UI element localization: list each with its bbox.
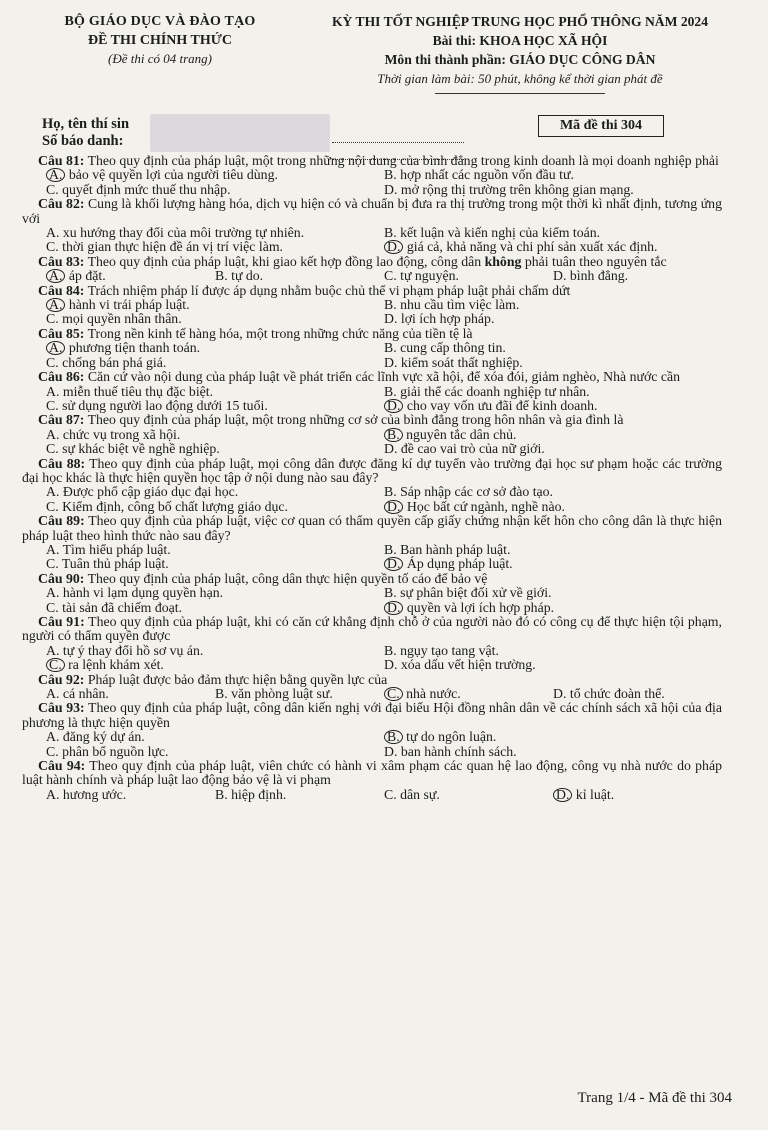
option-letter: C. xyxy=(46,599,59,615)
option-letter: A. xyxy=(46,686,60,702)
option-letter: A. xyxy=(46,269,65,283)
answer-option xyxy=(384,687,553,701)
option-text: hiệp định. xyxy=(231,786,287,802)
option-letter: D. xyxy=(553,686,567,702)
option-letter: B. xyxy=(384,585,397,601)
answer-option xyxy=(46,442,384,456)
option-letter: B. xyxy=(384,225,397,241)
option-text: nhu cầu tìm việc làm. xyxy=(400,297,520,313)
question xyxy=(22,327,722,370)
answer-option xyxy=(46,644,384,658)
answer-option xyxy=(46,586,384,600)
option-letter: A. xyxy=(46,484,60,500)
option-text: ban hành chính sách. xyxy=(400,743,517,759)
option-letter: D. xyxy=(384,181,398,197)
question-stem xyxy=(22,197,722,226)
answer-option xyxy=(384,586,722,600)
question xyxy=(22,615,722,673)
option-text: kiểm soát thất nghiệp. xyxy=(400,354,523,370)
question xyxy=(22,197,722,255)
option-letter: C. xyxy=(46,498,59,514)
option-letter: D. xyxy=(384,311,398,327)
question xyxy=(22,759,722,802)
option-text: hợp nhất các nguồn vốn đầu tư. xyxy=(400,167,574,183)
option-letter: B. xyxy=(384,383,397,399)
answer-option xyxy=(384,269,553,283)
exam-code-box: Mã đề thi 304 xyxy=(538,115,664,137)
question-number: Câu 94: xyxy=(38,758,86,774)
option-text: Học bất cứ ngành, nghề nào. xyxy=(406,498,565,514)
option-letter: B. xyxy=(384,340,397,356)
question-number: Câu 84: xyxy=(38,282,85,298)
answer-option xyxy=(46,385,384,399)
option-list xyxy=(22,298,722,327)
question-emphasis: không xyxy=(484,253,522,269)
option-text: áp đặt. xyxy=(68,268,106,284)
option-list xyxy=(22,687,722,701)
answer-option xyxy=(384,788,553,802)
question-text: phải tuân theo nguyên tắc xyxy=(521,253,667,269)
option-text: quyết định mức thuế thu nhập. xyxy=(62,181,231,197)
option-letter: A. xyxy=(46,729,60,745)
answer-option xyxy=(384,399,722,413)
option-letter: C. xyxy=(46,743,59,759)
question xyxy=(22,701,722,759)
exam-component: Môn thi thành phần: GIÁO DỤC CÔNG DÂN xyxy=(384,52,656,67)
question-number: Câu 83: xyxy=(38,253,85,269)
answer-option xyxy=(384,644,722,658)
option-letter: B. xyxy=(215,786,228,802)
option-text: dân sự. xyxy=(400,786,440,802)
option-letter: C. xyxy=(46,239,59,255)
answer-option xyxy=(384,485,722,499)
answer-option xyxy=(384,168,722,182)
question-stem xyxy=(22,572,722,586)
question-stem xyxy=(22,514,722,543)
option-text: kỉ luật. xyxy=(575,786,615,802)
question-text: Cung là khối lượng hàng hóa, dịch vụ hiện có và chuẩn bị đưa ra thị trường trong một thời kì nhất định, tương ứng với xyxy=(22,196,722,226)
header-left xyxy=(40,14,280,67)
option-list xyxy=(22,644,722,673)
question-number: Câu 92: xyxy=(38,671,85,687)
answer-option xyxy=(46,341,384,355)
answer-option xyxy=(215,687,384,701)
question-text: Trong nền kinh tế hàng hóa, một trong những chức năng của tiền tệ là xyxy=(87,325,473,341)
option-text: Kiểm định, công bố chất lượng giáo dục. xyxy=(62,498,289,514)
answer-option xyxy=(46,312,384,326)
question-list xyxy=(22,154,722,802)
option-letter: B. xyxy=(384,730,403,744)
question-text: Theo quy định của pháp luật, một trong những nội dung của bình đẳng trong kinh doanh là mọi doanh nghiệp phải xyxy=(87,153,719,168)
answer-option xyxy=(384,500,722,514)
option-text: kết luận và kiến nghị của kiểm toán. xyxy=(400,225,601,241)
option-letter: B. xyxy=(384,297,397,313)
question-stem xyxy=(22,413,722,427)
option-list xyxy=(22,168,722,197)
answer-option xyxy=(46,745,384,759)
option-text: hành vi trái pháp luật. xyxy=(68,297,190,313)
question-text: Theo quy định của pháp luật, việc cơ quan có thẩm quyền cấp giấy chứng nhận kết hôn cho công dân là thực hiện pháp luật theo hình thức nào sau đây? xyxy=(22,513,722,543)
question-number: Câu 85: xyxy=(38,325,85,341)
answer-option xyxy=(384,298,722,312)
question-number: Câu 86: xyxy=(38,369,85,385)
option-text: giải thể các doanh nghiệp tư nhân. xyxy=(400,383,590,399)
page-count-note: (Đề thi có 04 trang) xyxy=(108,51,212,66)
answer-option xyxy=(46,788,215,802)
answer-option xyxy=(46,543,384,557)
question-stem xyxy=(22,701,722,730)
answer-option xyxy=(46,399,384,413)
question-number: Câu 89: xyxy=(38,513,85,529)
option-text: Ban hành pháp luật. xyxy=(400,541,511,557)
option-letter: B. xyxy=(384,484,397,500)
answer-option xyxy=(46,183,384,197)
option-text: xu hướng thay đổi của môi trường tự nhiên. xyxy=(62,225,305,241)
option-text: Tuân thủ pháp luật. xyxy=(61,556,169,572)
answer-option xyxy=(384,226,722,240)
option-text: Được phổ cập giáo dục đại học. xyxy=(62,484,239,500)
option-text: tự do. xyxy=(231,268,264,284)
answer-option xyxy=(384,240,722,254)
option-text: mở rộng thị trường trên không gian mạng. xyxy=(400,181,634,197)
option-list xyxy=(22,586,722,615)
question-number: Câu 82: xyxy=(38,196,85,212)
option-letter: A. xyxy=(46,642,60,658)
option-letter: B. xyxy=(215,268,228,284)
name-dotted-line xyxy=(332,128,464,143)
answer-option xyxy=(46,500,384,514)
exam-subject: Bài thi: KHOA HỌC XÃ HỘI xyxy=(432,33,608,48)
option-list xyxy=(22,543,722,572)
page-footer: Trang 1/4 - Mã đề thi 304 xyxy=(577,1090,732,1106)
answer-option xyxy=(46,298,384,312)
question-text: Pháp luật được bảo đảm thực hiện bằng quyền lực của xyxy=(87,671,388,687)
option-list xyxy=(22,788,722,802)
option-list xyxy=(22,385,722,414)
question-stem xyxy=(22,255,722,269)
option-letter: C. xyxy=(46,658,65,672)
option-letter: A. xyxy=(46,541,60,557)
ministry-name: BỘ GIÁO DỤC VÀ ĐÀO TẠO xyxy=(64,14,256,29)
option-letter: B. xyxy=(384,167,397,183)
option-letter: A. xyxy=(46,225,60,241)
option-text: chức vụ trong xã hội. xyxy=(62,426,181,442)
option-letter: D. xyxy=(384,240,403,254)
question-text: Trách nhiệm pháp lí được áp dụng nhằm buộc chủ thể vi phạm pháp luật phải chấm dứt xyxy=(87,282,571,298)
option-letter: D. xyxy=(384,601,403,615)
answer-option xyxy=(46,730,384,744)
option-text: hương ước. xyxy=(62,786,127,802)
question-stem xyxy=(22,759,722,788)
option-letter: B. xyxy=(384,428,403,442)
option-letter: D. xyxy=(384,657,398,673)
header-underline xyxy=(435,93,605,94)
option-letter: C. xyxy=(46,181,59,197)
question-text: Theo quy định của pháp luật, công dân kiến nghị với đại biểu Hội đồng nhân dân về các chính sách xã hội của địa phương là thực hiện quyền xyxy=(22,700,722,730)
answer-option xyxy=(46,356,384,370)
option-text: nguyên tắc dân chủ. xyxy=(406,426,517,442)
option-text: giá cả, khả năng và chi phí sản xuất xác định. xyxy=(406,239,658,255)
answer-option xyxy=(384,341,722,355)
candidate-id-label: Số báo danh: xyxy=(42,133,124,149)
candidate-id-row xyxy=(42,133,129,150)
option-letter: D. xyxy=(384,557,403,571)
redacted-name xyxy=(150,114,330,152)
answer-option xyxy=(215,788,384,802)
question-stem xyxy=(22,673,722,687)
option-letter: D. xyxy=(384,399,403,413)
answer-option xyxy=(46,485,384,499)
option-letter: D. xyxy=(384,354,398,370)
question-text: Theo quy định của pháp luật, viên chức có hành vi xâm phạm các quan hệ lao động, công vụ nhà nước do pháp luật hành chính và pháp luật lao động bảo vệ là vi phạm xyxy=(22,758,722,788)
answer-option xyxy=(46,557,384,571)
option-letter: C. xyxy=(46,354,59,370)
answer-option xyxy=(46,658,384,672)
question xyxy=(22,370,722,413)
option-text: cá nhân. xyxy=(62,686,109,702)
answer-option xyxy=(553,269,722,283)
question-text: Theo quy định của pháp luật, khi giao kết hợp đồng lao động, công dân xyxy=(87,253,485,269)
option-text: tự do ngôn luận. xyxy=(406,729,497,745)
option-letter: A. xyxy=(46,341,65,355)
candidate-name-label: Họ, tên thí sin xyxy=(42,116,130,132)
answer-option xyxy=(384,385,722,399)
option-letter: B. xyxy=(384,541,397,557)
answer-option xyxy=(384,183,722,197)
option-text: Áp dụng pháp luật. xyxy=(406,556,513,572)
option-letter: C. xyxy=(384,786,397,802)
option-letter: C. xyxy=(384,268,397,284)
option-letter: A. xyxy=(46,168,65,182)
header-right xyxy=(300,14,740,94)
answer-option xyxy=(46,226,384,240)
option-text: Tìm hiểu pháp luật. xyxy=(62,541,171,557)
answer-option xyxy=(384,658,722,672)
answer-option xyxy=(384,745,722,759)
answer-option xyxy=(553,788,722,802)
question-stem xyxy=(22,615,722,644)
answer-option xyxy=(384,557,722,571)
option-text: văn phòng luật sư. xyxy=(231,686,333,702)
option-text: bình đẳng. xyxy=(569,268,629,284)
answer-option xyxy=(384,356,722,370)
option-text: cho vay vốn ưu đãi để kinh doanh. xyxy=(406,397,598,413)
question-number: Câu 93: xyxy=(38,700,85,716)
option-text: tài sản đã chiếm đoạt. xyxy=(62,599,183,615)
option-text: đăng ký dự án. xyxy=(62,729,145,745)
option-letter: C. xyxy=(46,556,59,572)
option-text: đề cao vai trò của nữ giới. xyxy=(400,441,545,457)
option-letter: C. xyxy=(46,441,59,457)
option-text: nhà nước. xyxy=(406,686,461,702)
answer-option xyxy=(384,312,722,326)
option-text: hành vi lạm dụng quyền hạn. xyxy=(62,585,224,601)
option-text: phân bổ nguồn lực. xyxy=(62,743,169,759)
answer-option xyxy=(46,269,215,283)
option-text: mọi quyền nhân thân. xyxy=(62,311,182,327)
question-stem xyxy=(22,284,722,298)
option-letter: D. xyxy=(384,500,403,514)
option-text: tổ chức đoàn thể. xyxy=(569,686,665,702)
question-text: Theo quy định của pháp luật, mọi công dân được đăng kí dự tuyển vào trường đại học sư phạm hoặc các trường đại học khác là thực hiện quyền học tập ở nội dung nào sau đây? xyxy=(22,455,722,485)
answer-option xyxy=(46,428,384,442)
option-letter: D. xyxy=(553,788,572,802)
answer-option xyxy=(384,730,722,744)
question-number: Câu 88: xyxy=(38,455,86,471)
answer-option xyxy=(46,687,215,701)
option-letter: C. xyxy=(46,311,59,327)
exam-title: KỲ THI TỐT NGHIỆP TRUNG HỌC PHỔ THÔNG NĂM 2024 xyxy=(331,14,709,29)
option-text: lợi ích hợp pháp. xyxy=(400,311,495,327)
option-letter: B. xyxy=(384,642,397,658)
option-letter: B. xyxy=(215,686,228,702)
question xyxy=(22,673,722,702)
option-text: Sáp nhập các cơ sở đào tạo. xyxy=(400,484,554,500)
question-text: Theo quy định của pháp luật, khi có căn cứ khẳng định chỗ ở của người nào đó có công cụ để thực hiện tội phạm, người có thẩm quyền được xyxy=(22,614,722,644)
question xyxy=(22,514,722,572)
question xyxy=(22,255,722,284)
question-number: Câu 90: xyxy=(38,570,85,586)
question xyxy=(22,413,722,456)
option-text: thời gian thực hiện đề án vị trí việc làm. xyxy=(62,239,284,255)
option-text: sử dụng người lao động dưới 15 tuổi. xyxy=(62,397,268,413)
question xyxy=(22,457,722,515)
answer-option xyxy=(384,442,722,456)
question-number: Câu 87: xyxy=(38,412,85,428)
option-text: sự khác biệt về nghề nghiệp. xyxy=(62,441,220,457)
candidate-name-row xyxy=(42,116,129,133)
answer-option xyxy=(46,601,384,615)
question xyxy=(22,572,722,615)
answer-option xyxy=(384,428,722,442)
option-letter: A. xyxy=(46,585,60,601)
option-letter: D. xyxy=(384,441,398,457)
question-number: Câu 91: xyxy=(38,614,85,629)
option-list xyxy=(22,269,722,283)
question-stem xyxy=(22,370,722,384)
answer-option xyxy=(46,240,384,254)
option-letter: A. xyxy=(46,786,60,802)
answer-option xyxy=(384,601,722,615)
question-stem xyxy=(22,154,722,168)
option-letter: D. xyxy=(384,743,398,759)
option-text: tự nguyện. xyxy=(400,268,459,284)
option-text: tự ý thay đổi hồ sơ vụ án. xyxy=(62,642,204,658)
candidate-info xyxy=(42,116,129,150)
option-text: phương tiện thanh toán. xyxy=(68,340,201,356)
answer-option xyxy=(215,269,384,283)
option-text: chống bán phá giá. xyxy=(62,354,167,370)
option-list xyxy=(22,341,722,370)
option-text: sự phân biệt đối xử về giới. xyxy=(400,585,552,601)
question-stem xyxy=(22,327,722,341)
official-label: ĐỀ THI CHÍNH THỨC xyxy=(87,33,233,48)
option-text: cung cấp thông tin. xyxy=(400,340,506,356)
option-text: bảo vệ quyền lợi của người tiêu dùng. xyxy=(68,167,278,183)
option-text: ngụy tạo tang vật. xyxy=(400,642,499,658)
question-text: Theo quy định của pháp luật, một trong những cơ sở của bình đẳng trong hôn nhân và gia đình là xyxy=(87,412,624,428)
question xyxy=(22,284,722,327)
exam-time: Thời gian làm bài: 50 phút, không kể thời gian phát đề xyxy=(377,71,663,86)
option-text: xóa dấu vết hiện trường. xyxy=(400,657,536,673)
option-text: miễn thuế tiêu thụ đặc biệt. xyxy=(62,383,214,399)
option-letter: A. xyxy=(46,383,60,399)
option-letter: D. xyxy=(553,268,567,284)
option-letter: A. xyxy=(46,426,60,442)
option-list xyxy=(22,485,722,514)
question xyxy=(22,154,722,197)
option-text: quyền và lợi ích hợp pháp. xyxy=(406,599,555,615)
option-letter: C. xyxy=(384,687,403,701)
option-letter: C. xyxy=(46,397,59,413)
option-list xyxy=(22,730,722,759)
answer-option xyxy=(46,168,384,182)
question-number: Câu 81: xyxy=(38,153,85,168)
question-stem xyxy=(22,457,722,486)
option-text: ra lệnh khám xét. xyxy=(68,657,164,673)
answer-option xyxy=(553,687,722,701)
question-text: Theo quy định của pháp luật, công dân thực hiện quyền tố cáo để bảo vệ xyxy=(87,570,488,586)
option-list xyxy=(22,226,722,255)
option-letter: A. xyxy=(46,298,65,312)
question-text: Căn cứ vào nội dung của pháp luật về phát triển các lĩnh vực xã hội, để xóa đói, giảm nghèo, Nhà nước cần xyxy=(87,369,680,385)
option-list xyxy=(22,428,722,457)
